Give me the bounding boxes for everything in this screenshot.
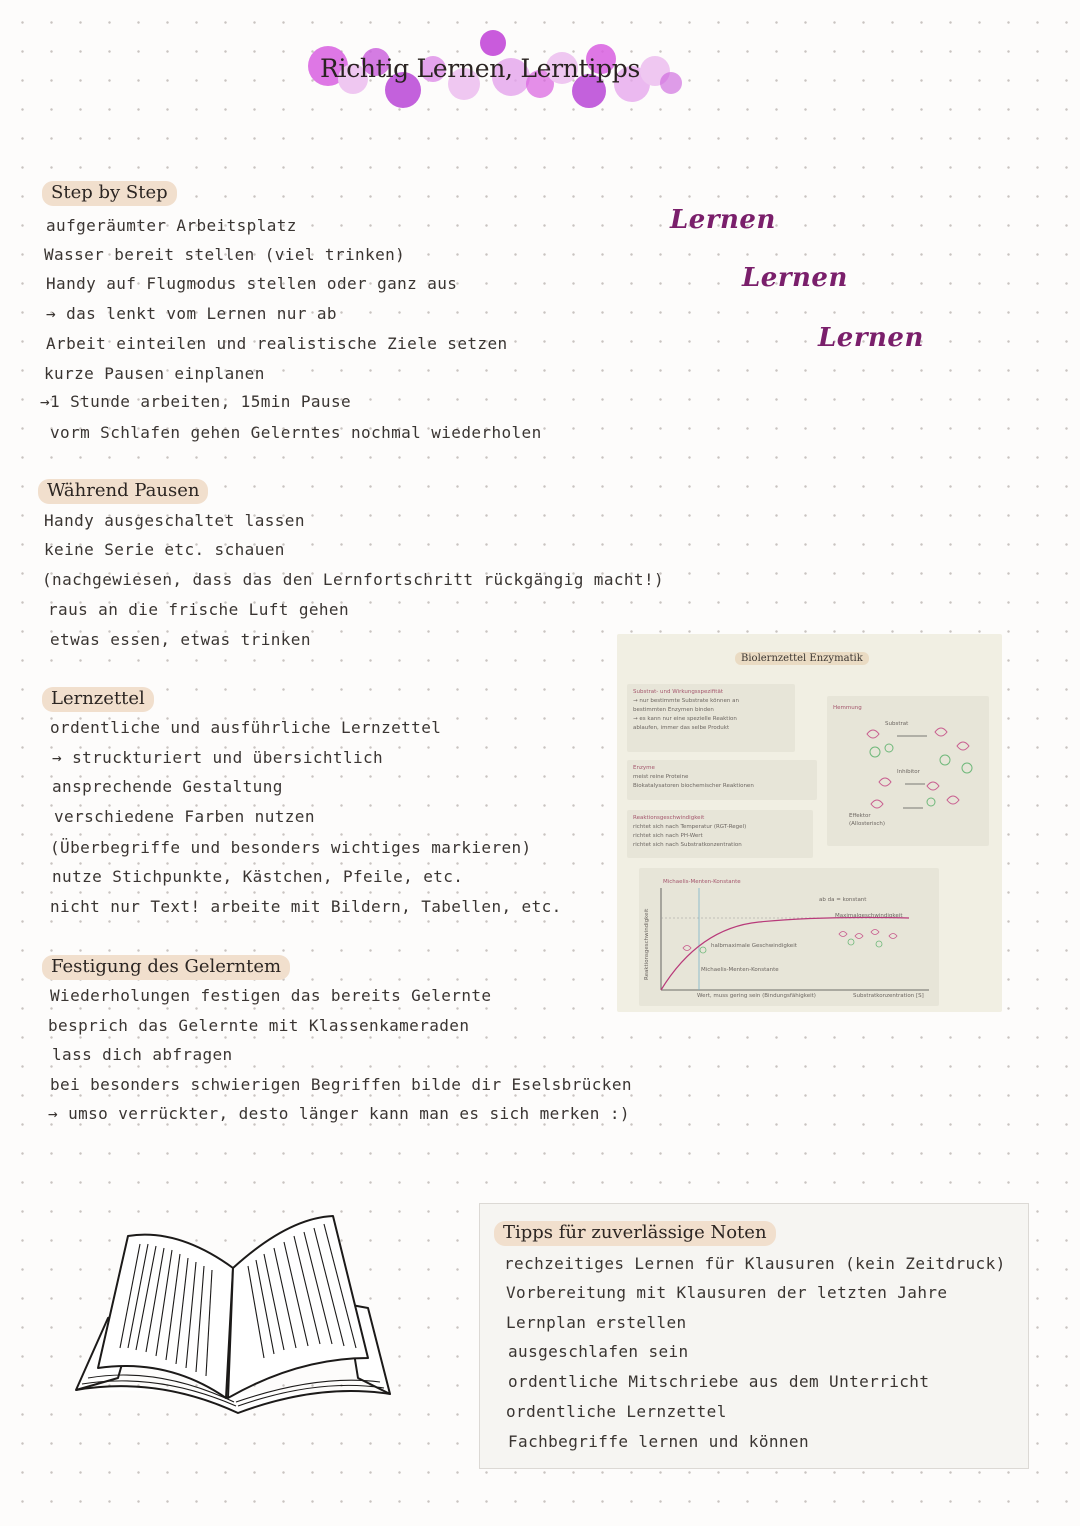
list-item: keine Serie etc. schauen	[44, 540, 285, 559]
list-item: ausgeschlafen sein	[508, 1342, 689, 1361]
list-item: vorm Schlafen gehen Gelerntes nochmal wiederholen	[50, 423, 542, 442]
card-box-reaktionsgeschwindigkeit: Reaktionsgeschwindigkeit richtet sich nach Temperatur (RGT-Regel) richtet sich nach PH-Wert richtet sich nach Substratkonzentration	[627, 810, 813, 858]
list-item: Wiederholungen festigen das bereits Gelernte	[50, 986, 492, 1005]
decor-word-lernen-2: Lernen	[742, 263, 848, 293]
lernzettel-example-card	[617, 634, 1002, 1012]
list-item: Vorbereitung mit Klausuren der letzten Jahre	[506, 1283, 948, 1302]
list-item: → das lenkt vom Lernen nur ab	[46, 304, 337, 323]
list-item: verschiedene Farben nutzen	[54, 807, 315, 826]
list-item: Arbeit einteilen und realistische Ziele setzen	[46, 334, 508, 353]
decor-word-lernen-3: Lernen	[818, 323, 924, 353]
list-item: raus an die frische Luft gehen	[48, 600, 349, 619]
list-item: Lernplan erstellen	[506, 1313, 687, 1332]
card-title: Biolernzettel Enzymatik	[735, 652, 869, 665]
list-item: Handy ausgeschaltet lassen	[44, 511, 305, 530]
list-item: ordentliche Mitschriebe aus dem Unterricht	[508, 1372, 930, 1391]
heading-festigung: Festigung des Gelerntem	[42, 955, 290, 980]
heading-pausen: Während Pausen	[38, 479, 208, 504]
heading-lernzettel: Lernzettel	[42, 687, 154, 712]
list-item: (Überbegriffe und besonders wichtiges markieren)	[50, 838, 532, 857]
list-item: (nachgewiesen, dass das den Lernfortschritt rückgängig macht!)	[42, 570, 665, 589]
list-item: kurze Pausen einplanen	[44, 364, 265, 383]
card-graph-box: Michaelis-Menten-Konstante ab da = konstant Maximalgeschwindigkeit halbmaximale Geschwindigkeit Michaelis-Menten-Konstante Reaktionsgeschwindigkeit Substratkonzentration [S] Wert, muss gering sein (Bindungsfähigkeit)	[639, 868, 939, 1006]
list-item: ordentliche und ausführliche Lernzettel	[50, 718, 442, 737]
page-title: Richtig Lernen, Lerntipps	[320, 54, 640, 83]
list-item: ordentliche Lernzettel	[506, 1402, 727, 1421]
list-item: nutze Stichpunkte, Kästchen, Pfeile, etc.	[52, 867, 464, 886]
michaelis-menten-curve	[639, 868, 939, 1006]
list-item: → struckturiert und übersichtlich	[52, 748, 384, 767]
list-item: aufgeräumter Arbeitsplatz	[46, 216, 297, 235]
list-item: → umso verrückter, desto länger kann man es sich merken :)	[48, 1104, 630, 1123]
list-item: Handy auf Flugmodus stellen oder ganz aus	[46, 274, 458, 293]
list-item: nicht nur Text! arbeite mit Bildern, Tabellen, etc.	[50, 897, 562, 916]
list-item: Wasser bereit stellen (viel trinken)	[44, 245, 406, 264]
enzyme-diagram-icon	[827, 696, 989, 846]
list-item: bei besonders schwierigen Begriffen bilde dir Eselsbrücken	[50, 1075, 632, 1094]
list-item: Fachbegriffe lernen und können	[508, 1432, 809, 1451]
list-item: →1 Stunde arbeiten, 15min Pause	[40, 392, 352, 411]
open-book-icon	[68, 1208, 398, 1423]
card-box-spezifitaet: Substrat- und Wirkungsspezifität → nur bestimmte Substrate können an bestimmten Enzymen binden → es kann nur eine spezielle Reaktion ablaufen, immer das selbe Produkt	[627, 684, 795, 752]
list-item: ansprechende Gestaltung	[52, 777, 283, 796]
list-item: etwas essen, etwas trinken	[50, 630, 311, 649]
list-item: lass dich abfragen	[52, 1045, 233, 1064]
card-box-enzyme: Enzyme meist reine Proteine Biokatalysatoren biochemischer Reaktionen	[627, 760, 817, 800]
decor-word-lernen-1: Lernen	[670, 205, 776, 235]
heading-tipps: Tipps für zuverlässige Noten	[494, 1221, 776, 1246]
card-box-hemmung: Hemmung Substrat Inhibitor Effektor (Allosterisch)	[827, 696, 989, 846]
list-item: rechzeitiges Lernen für Klausuren (kein Zeitdruck)	[504, 1254, 1006, 1273]
list-item: besprich das Gelernte mit Klassenkameraden	[48, 1016, 470, 1035]
heading-step-by-step: Step by Step	[42, 181, 177, 206]
